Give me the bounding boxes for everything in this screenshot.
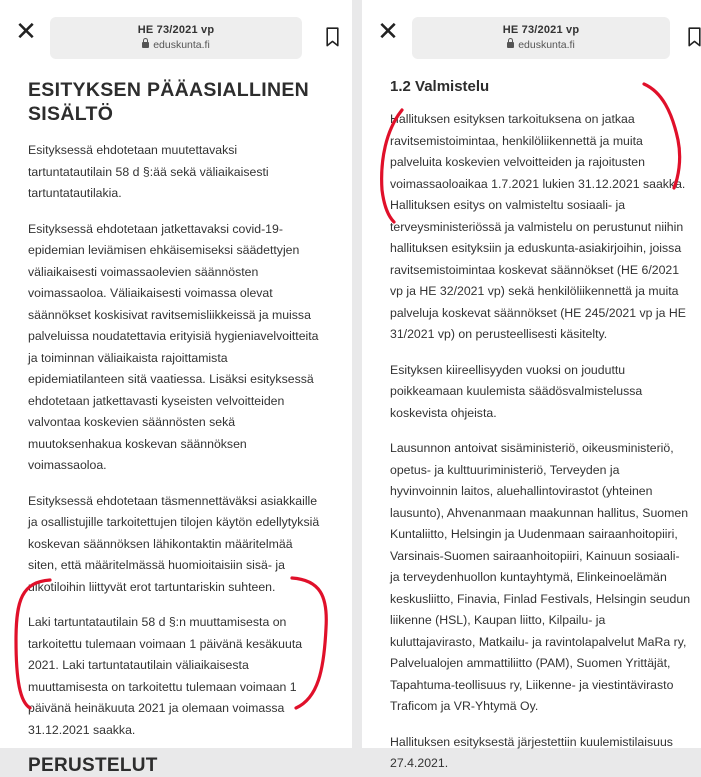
text-line: muuttamisesta on tarkoitettu tulemaan voimaan 1 [28, 679, 297, 694]
paragraph [390, 360, 701, 425]
text-line: säännökset koskisivat ravitsemisliikkeissä ja muissa [28, 307, 311, 322]
text-line: Laki tartuntatautilain 58 d §:n muuttamisesta on [28, 615, 287, 629]
text-line: Esityksessä ehdotetaan täsmennettäväksi asiakkaille [28, 493, 318, 508]
text-line: päivänä heinäkuuta 2021 ja olemaan voimassa [28, 701, 285, 715]
text-line: ravitsemistoimintaa, henkilöliikennettä ja muita [390, 133, 643, 148]
text-line: tarkoitettu tulemaan voimaan 1 päivänä kesäkuuta [28, 636, 303, 651]
article-content [362, 62, 701, 770]
paragraph [28, 140, 352, 205]
bookmark-icon[interactable] [688, 27, 701, 47]
text-line: valvontaa koskevien säännösten sekä [28, 415, 236, 429]
text-line: Hallituksen esitys on valmisteltu sosiaali- ja [390, 198, 626, 212]
text-line: hyvinvoinnin laitos, aluehallintovirastot (yhteinen [390, 484, 653, 498]
text-line: ravitsemistoimintaa koskevat säännökset (HE 6/2021 [390, 262, 680, 277]
text-line: voimassaoloaikaa 1.7.2021 lukien 31.12.2021 saakka. [390, 176, 686, 191]
paragraph [390, 438, 701, 718]
url-bar[interactable] [50, 17, 302, 59]
text-line: koskevan säännöksen lähikontaktin määritelmää [28, 536, 293, 551]
text-line: ehdotetaan jatkettavasti kyseisten velvoitteiden [28, 393, 285, 408]
section-heading-perustelut: PERUSTELUT [28, 755, 158, 776]
text-line: Esityksen kiireellisyyden vuoksi on jouduttu [390, 362, 626, 377]
text-line: Esityksessä ehdotetaan muutettavaksi [28, 143, 238, 157]
article-content [0, 62, 352, 776]
text-line: vp ja HE 32/2021 vp) sekä henkilöliikennettä ja muita [390, 284, 679, 298]
text-line: opetus- ja kulttuuriministeriö, Terveyden ja [390, 462, 620, 477]
text-line: epidemiatilanteen sitä vaatiessa. Lisäksi esityksessä [28, 372, 314, 386]
page-title: HE 73/2021 vp [502, 24, 580, 36]
text-line: Hallituksen esityksestä järjestettiin kuulemistilaisuus [390, 734, 673, 749]
subsection-heading: 1.2 Valmistelu [390, 78, 490, 95]
lock-icon [507, 42, 514, 48]
text-line: kuluttajavirasto, Matkailu- ja ravintolapalvelut MaRa ry, [390, 634, 687, 649]
browser-topbar [0, 0, 352, 62]
paragraph [390, 109, 701, 346]
text-line: siten, että määritelmässä huomioitaisiin sisä- ja [28, 558, 285, 572]
text-line: hallituksen esityksiin ja eduskunta-asiakirjoihin, joissa [390, 241, 682, 255]
text-line: väliaikaisesti voimassaolevien säännösten [28, 264, 259, 279]
text-line: tartuntatautilain 58 d §:ää sekä väliaikaisesti [28, 164, 269, 179]
text-line: terveysministeriössä ja valmistelu on perustunut niihin [390, 219, 684, 234]
url-domain: eduskunta.fi [50, 39, 302, 51]
text-line: palveluita koskevien velvoitteiden ja rajoitusten [390, 155, 645, 169]
text-line: Kuntaliitto, Helsingin ja Uudenmaan sairaanhoitopiiri, [390, 527, 678, 541]
paragraph [28, 491, 352, 599]
paragraph-list [390, 109, 701, 775]
lock-icon [142, 42, 149, 48]
text-line: Hallituksen esityksen tarkoituksena on jatkaa [390, 112, 635, 126]
text-line: ulkotiloihin liittyvät erot tartuntariskin suhteen. [28, 579, 276, 594]
right-screenshot [362, 0, 701, 770]
text-line: Traficom ja VR-Yhtymä Oy. [390, 699, 539, 713]
text-line: Tapahtuma-teollisuus ry, Liikenne- ja viestintävirasto [390, 677, 674, 692]
close-icon[interactable]: ✕ [377, 16, 399, 46]
url-domain: eduskunta.fi [412, 39, 670, 51]
text-line: lausunto), Ahvenanmaan maakunnan hallitus, Suomen [390, 505, 689, 520]
paragraph [28, 219, 352, 477]
text-line: liikenne (HSL), Kaupan liitto, Kilpailu- ja [390, 613, 606, 627]
text-line: 31.12.2021 saakka. [28, 722, 136, 737]
text-line: palveluissa noudatettavia erityisiä hygieniavelvoitteita [28, 329, 319, 343]
text-line: epidemian leviämisen ehkäisemiseksi säädettyjen [28, 243, 300, 257]
text-line: Esityksessä ehdotetaan jatkettavaksi covid-19- [28, 221, 283, 236]
paragraph [390, 732, 701, 775]
text-line: 31/2021 vp) on perusteellisesti käsitelty. [390, 327, 608, 341]
text-line: ja toiminnan väliaikaista rajoittamista [28, 350, 228, 365]
close-icon[interactable]: ✕ [15, 16, 37, 46]
url-bar[interactable] [412, 17, 670, 59]
text-line: poikkeamaan kuulemista säädösvalmistelussa [390, 384, 643, 398]
paragraph-list [28, 140, 352, 741]
text-line: muutoksenhakua koskevan säännöksen [28, 436, 247, 451]
text-line: Lausunnon antoivat sisäministeriö, oikeusministeriö, [390, 441, 674, 455]
text-line: keskusliitto, Finavia, Finlad Festivals, Helsingin seudun [390, 591, 691, 606]
text-line: Palvelualojen ammattiliitto (PAM), Suomen Yrittäjät, [390, 656, 671, 670]
text-line: Varsinais-Suomen sairaanhoitopiiri, Kainuun sosiaali- [390, 548, 680, 563]
text-line: 2021. Laki tartuntatautilain väliaikaisesta [28, 658, 249, 672]
page-title: HE 73/2021 vp [137, 24, 215, 36]
text-line: voimassaoloa. Väliaikaisesti voimassa olevat [28, 286, 273, 300]
text-line: voimassaoloa. [28, 458, 107, 472]
text-line: koskevista ohjeista. [390, 405, 497, 420]
text-line: 27.4.2021. [390, 756, 449, 770]
text-line: ja terveydenhuollon kuntayhtymä, Elinkeinoelämän [390, 570, 667, 584]
text-line: palveluja koskevat säännökset (HE 245/2021 vp ja HE [390, 305, 686, 320]
section-heading: ESITYKSEN PÄÄASIALLINEN SISÄLTÖ [28, 79, 310, 125]
bookmark-icon[interactable] [326, 27, 339, 47]
paragraph [28, 612, 352, 741]
browser-topbar [362, 0, 701, 62]
text-line: ja osallistujille tarkoitettujen tilojen käytön edellytyksiä [28, 515, 320, 529]
text-line: tartuntatautilakia. [28, 186, 122, 200]
